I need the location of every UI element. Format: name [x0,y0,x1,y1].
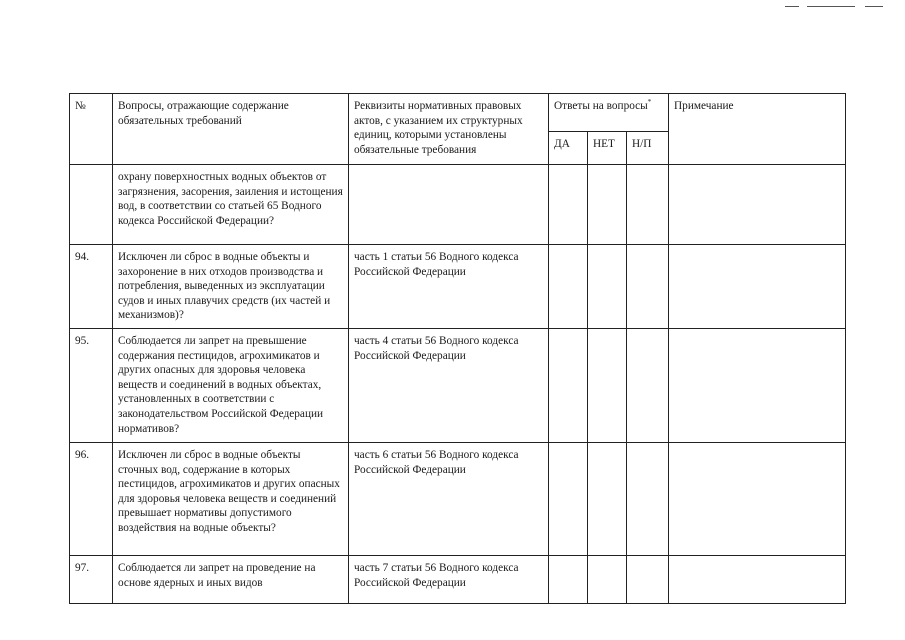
row-requisite: часть 4 статьи 56 Водного кодекса Российской Федерации [349,329,549,443]
table-row [70,165,846,245]
row-number: 95. [70,329,113,443]
header-note: Примечание [669,94,846,165]
header-na: Н/П [627,132,669,165]
answer-yes-cell[interactable] [549,165,588,245]
answers-footnote-mark: * [647,98,652,107]
note-cell[interactable] [669,556,846,604]
row-question: Соблюдается ли запрет на проведение на основе ядерных и иных видов [113,556,349,604]
row-requisite: часть 7 статьи 56 Водного кодекса Российской Федерации [349,556,549,604]
header-answers [549,94,669,132]
answer-yes-cell[interactable] [549,245,588,329]
header-no: НЕТ [588,132,627,165]
answer-no-cell[interactable] [588,329,627,443]
row-number [70,165,113,245]
answer-yes-cell[interactable] [549,556,588,604]
answer-yes-cell[interactable] [549,329,588,443]
row-requisite: часть 6 статьи 56 Водного кодекса Российской Федерации [349,443,549,556]
answer-no-cell[interactable] [588,245,627,329]
row-number: 96. [70,443,113,556]
header-num: № [70,94,113,165]
answer-no-cell[interactable] [588,556,627,604]
table-row [70,329,846,443]
row-requisite: часть 1 статьи 56 Водного кодекса Российской Федерации [349,245,549,329]
header-requisites: Реквизиты нормативных правовых актов, с указанием их структурных единиц, которыми установлены обязательные требования [349,94,549,165]
answer-na-cell[interactable] [627,443,669,556]
checklist-table [69,93,846,604]
table-row [70,556,846,604]
row-question: Исключен ли сброс в водные объекты и захоронение в них отходов производства и потребления, выведенных из эксплуатации судов и иных плавучих средств (их частей и механизмов)? [113,245,349,329]
row-number: 94. [70,245,113,329]
answers-label: Ответы на вопросы [554,100,648,112]
corner-marks [785,6,885,8]
row-requisite [349,165,549,245]
note-cell[interactable] [669,165,846,245]
note-cell[interactable] [669,245,846,329]
row-question: охрану поверхностных водных объектов от загрязнения, засорения, заиления и истощения вод, в соответствии со статьей 65 Водного кодекса Российской Федерации? [113,165,349,245]
answer-na-cell[interactable] [627,245,669,329]
note-cell[interactable] [669,443,846,556]
table-row [70,245,846,329]
row-number: 97. [70,556,113,604]
answer-yes-cell[interactable] [549,443,588,556]
row-question: Исключен ли сброс в водные объекты сточных вод, содержание в которых пестицидов, агрохимикатов и других опасных для здоровья человека веществ и соединений превышает нормативы допустимого воздействия на водные объекты? [113,443,349,556]
answer-na-cell[interactable] [627,556,669,604]
answer-na-cell[interactable] [627,165,669,245]
header-yes: ДА [549,132,588,165]
answer-no-cell[interactable] [588,165,627,245]
row-question: Соблюдается ли запрет на превышение содержания пестицидов, агрохимикатов и других опасных для здоровья человека веществ и соединений в водных объектах, установленных в соответствии с законодательством Российской Федерации нормативов? [113,329,349,443]
answer-na-cell[interactable] [627,329,669,443]
answer-no-cell[interactable] [588,443,627,556]
header-questions: Вопросы, отражающие содержание обязательных требований [113,94,349,165]
table-row [70,443,846,556]
note-cell[interactable] [669,329,846,443]
